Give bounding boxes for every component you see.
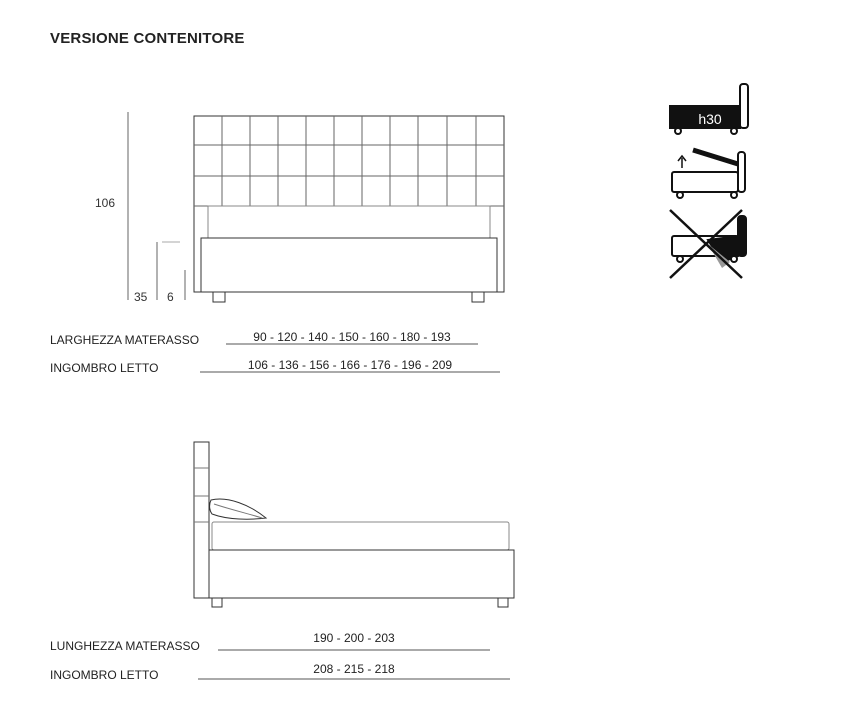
page-title: VERSIONE CONTENITORE <box>50 30 245 47</box>
dim-foot-height: 6 <box>167 290 174 304</box>
row-label-bed-width: INGOMBRO LETTO <box>50 361 159 375</box>
row-values-mattress-width: 90 - 120 - 140 - 150 - 160 - 180 - 193 <box>253 330 451 344</box>
row-values-mattress-length: 190 - 200 - 203 <box>313 631 395 645</box>
row-label-mattress-width: LARGHEZZA MATERASSO <box>50 333 200 347</box>
row-label-mattress-length: LUNGHEZZA MATERASSO <box>50 639 200 653</box>
row-values-bed-width: 106 - 136 - 156 - 166 - 176 - 196 - 209 <box>247 358 453 372</box>
row-values-bed-length: 208 - 215 - 218 <box>313 662 395 676</box>
dim-total-height: 106 <box>95 196 116 210</box>
row-label-bed-length: INGOMBRO LETTO <box>50 668 159 682</box>
dim-frame-height: 35 <box>134 290 148 304</box>
storage-height-label: h30 <box>698 111 722 127</box>
